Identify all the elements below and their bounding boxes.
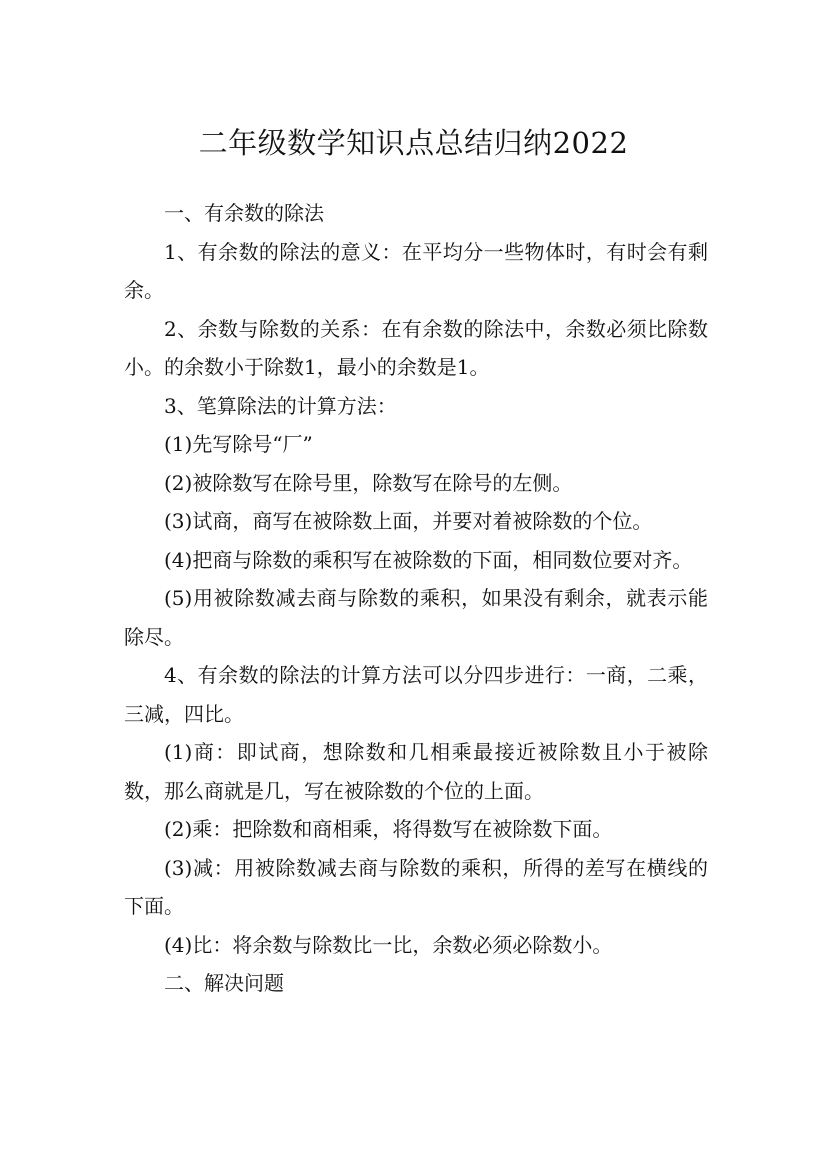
list-item: (1)商：即试商，想除数和几相乘最接近被除数且小于被除数，那么商就是几，写在被除数的个位的上面。 (124, 740, 708, 803)
paragraph: 4、有余数的除法的计算方法可以分四步进行：一商，二乘，三减，四比。 (124, 663, 708, 726)
list-item: (4)比：将余数与除数比一比，余数必须必除数小。 (164, 932, 613, 957)
list-item: (3)试商，商写在被除数上面，并要对着被除数的个位。 (164, 509, 653, 533)
list-item: (4)把商与除数的乘积写在被除数的下面，相同数位要对齐。 (164, 547, 693, 572)
list-item: (2)被除数写在除号里，除数写在除号的左侧。 (164, 470, 573, 495)
paragraph: 3、笔算除法的计算方法： (164, 393, 397, 418)
list-item: (3)减：用被除数减去商与除数的乘积，所得的差写在横线的下面。 (124, 855, 708, 918)
section-heading: 一、有余数的除法 (164, 201, 324, 225)
paragraph: 2、余数与除数的关系：在有余数的除法中，余数必须比除数小。的余数小于除数1，最小的余数是1。 (124, 316, 708, 379)
document-title: 二年级数学知识点总结归纳2022 (198, 126, 629, 161)
list-item: (2)乘：把除数和商相乘，将得数写在被除数下面。 (164, 817, 613, 841)
list-item: (5)用被除数减去商与除数的乘积，如果没有剩余，就表示能除尽。 (124, 586, 708, 649)
list-item: (1)先写除号“厂” (164, 432, 313, 456)
paragraph: 1、有余数的除法的意义：在平均分一些物体时，有时会有剩余。 (124, 239, 708, 302)
document-body (124, 194, 708, 1003)
section-heading: 二、解决问题 (164, 971, 284, 995)
